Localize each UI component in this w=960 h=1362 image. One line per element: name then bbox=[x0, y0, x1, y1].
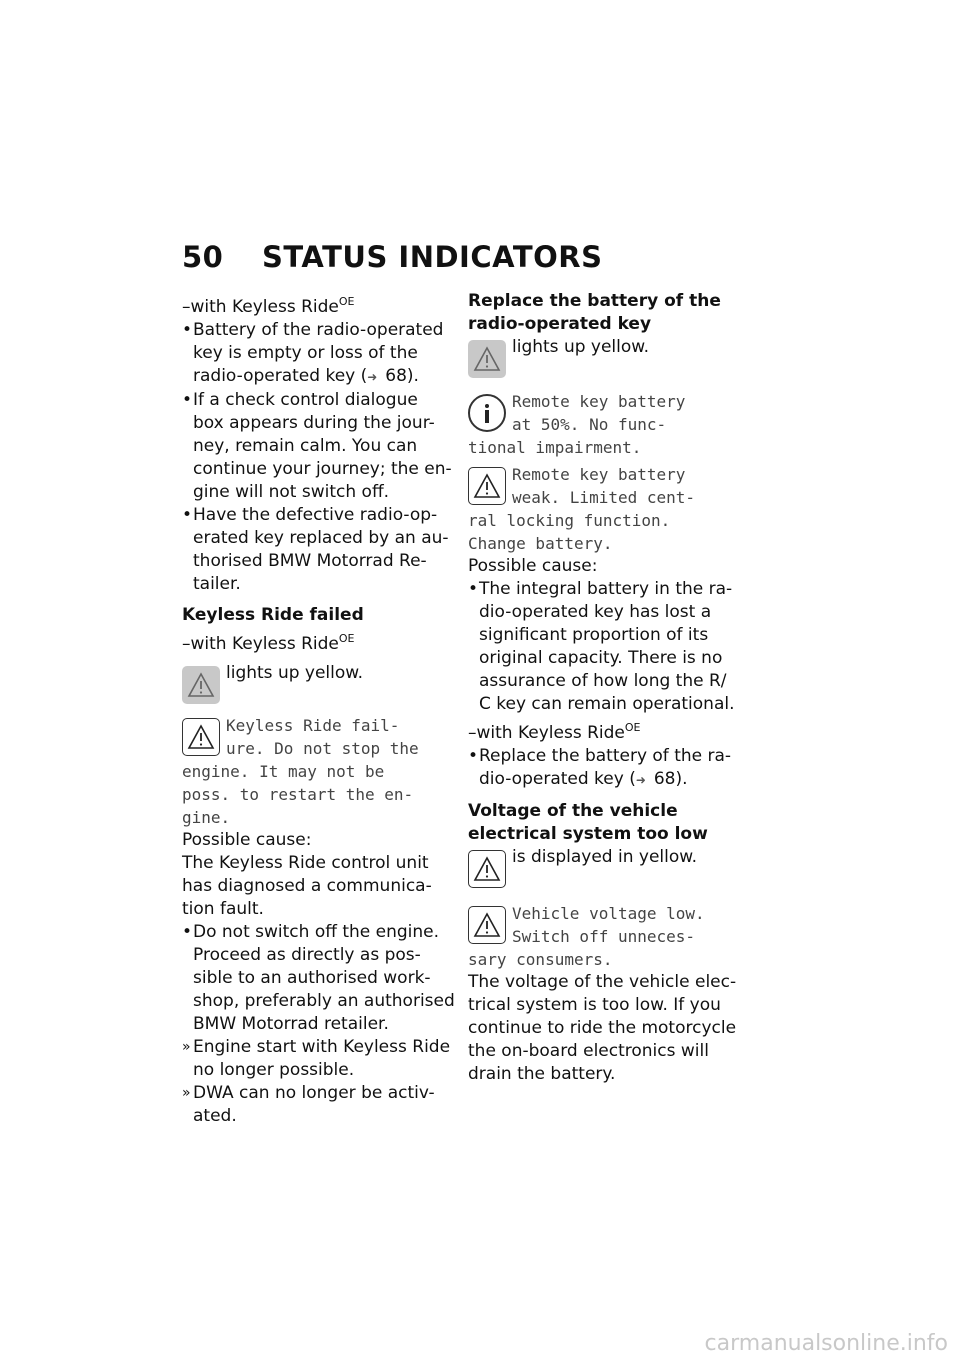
warning-triangle-icon bbox=[468, 906, 506, 944]
result-item: » DWA can no longer be activ- ated. bbox=[182, 1083, 435, 1126]
section-heading: Voltage of the vehicle bbox=[468, 801, 678, 821]
page-reference[interactable]: 68). bbox=[653, 769, 688, 789]
warning-message: Remote key battery bbox=[512, 465, 686, 484]
section-heading: Keyless Ride failed bbox=[182, 605, 364, 625]
info-message: Remote key battery bbox=[512, 392, 686, 411]
indicator-text: lights up yellow. bbox=[512, 337, 650, 357]
warning-triangle-icon bbox=[182, 718, 220, 756]
possible-cause-label: Possible cause: bbox=[182, 830, 312, 850]
result-item: » Engine start with Keyless Ride no longer possible. bbox=[182, 1037, 451, 1080]
indicator-text: lights up yellow. bbox=[226, 663, 364, 683]
list-item: • If a check control dialogue box appears during the jour- ney, remain calm. You can continue your journey; the en- gine will not switch off. bbox=[182, 389, 450, 504]
warning-triangle-icon bbox=[468, 467, 506, 505]
watermark: carmanualsonline.info bbox=[704, 1331, 948, 1356]
left-column: –with Keyless Ride$^{OE}$ • Battery of the radio-operated key is empty or loss of the radio-operated key (➜ 68). • If a check control dialogue box appears during the jour- ney, remain calm. You can continue your journey; the en- gine will not switch off. • Have the defective radio-op- erated key replaced by an au- thorised BMW Motorrad Re- tailer. Keyless Ride failed –with Keyless Ride$^{OE}$ lights up yellow. Keyless Ride fail- ure. Do not stop the engine. It may not be poss. to restart the en- gine. Possible cause: The Keyless Ride control unit has diagnosed a communica- tion fault. • Do not switch off the engine. Proceed as directly as pos- sible to an authorised work- shop, preferably an authorised BMW Motorrad retailer. » Engine start with Keyless Ride no longer possible. » DWA can no longer be activ- ated. bbox=[182, 290, 450, 1128]
arrow-right-icon: ➜ bbox=[635, 773, 646, 787]
warning-message: Keyless Ride fail- bbox=[226, 716, 400, 735]
indicator-text: is displayed in yellow. bbox=[512, 847, 698, 867]
list-item: • The integral battery in the ra- dio-operated key has lost a significant proportion of its original capacity. There is no assurance of how long the R/ C key can remain operational. bbox=[468, 578, 736, 716]
list-item: • Replace the battery of the ra- dio-operated key (➜ 68). bbox=[468, 745, 736, 792]
equipment-note: –with Keyless Ride$^{OE}$ bbox=[182, 295, 355, 317]
page-number: 50 bbox=[182, 240, 224, 274]
list-item: • Battery of the radio-operated key is empty or loss of the radio-operated key (➜ 68). bbox=[182, 319, 450, 389]
warning-message: Vehicle voltage low. bbox=[512, 904, 705, 923]
list-item: • Do not switch off the engine. Proceed as directly as pos- sible to an authorised work- shop, preferably an authorised BMW Motorrad retailer. bbox=[182, 921, 450, 1036]
list-item: • Have the defective radio-op- erated key replaced by an au- thorised BMW Motorrad Re- tailer. bbox=[182, 504, 450, 596]
equipment-note: –with Keyless Ride$^{OE}$ bbox=[182, 632, 355, 654]
section-heading: Replace the battery of the bbox=[468, 291, 721, 311]
right-column: Replace the battery of the radio-operated key lights up yellow. Remote key battery at 50%. No func- tional impairment. Remote key battery weak. Limited cent- ral locking function. Change battery. Possible cause: • The integral battery in the ra- dio-operated key has lost a significant proportion of its original capacity. There is no assurance of how long the R/ C key can remain operational. –with Keyless Ride$^{OE}$ • Replace the battery of the ra- dio-operated key (➜ 68). Voltage of the vehicle electrical system too low is displayed in yellow. Vehicle voltage low. Switch off unneces- sary consumers. The voltage of the vehicle elec- trical system is too low. If you continue to ride the motorcycle the on-board electronics will drain the battery. bbox=[468, 290, 736, 1086]
arrow-right-icon: ➜ bbox=[367, 370, 378, 384]
page-title: STATUS INDICATORS bbox=[262, 240, 603, 274]
info-icon bbox=[468, 394, 506, 432]
warning-triangle-icon bbox=[468, 850, 506, 888]
body-text: The voltage of the vehicle elec- bbox=[468, 972, 737, 992]
equipment-note: –with Keyless Ride$^{OE}$ bbox=[468, 721, 641, 743]
possible-cause-label: Possible cause: bbox=[468, 556, 598, 576]
warning-light-icon bbox=[468, 340, 506, 378]
page-reference[interactable]: 68). bbox=[385, 366, 419, 386]
warning-light-icon bbox=[182, 666, 220, 704]
